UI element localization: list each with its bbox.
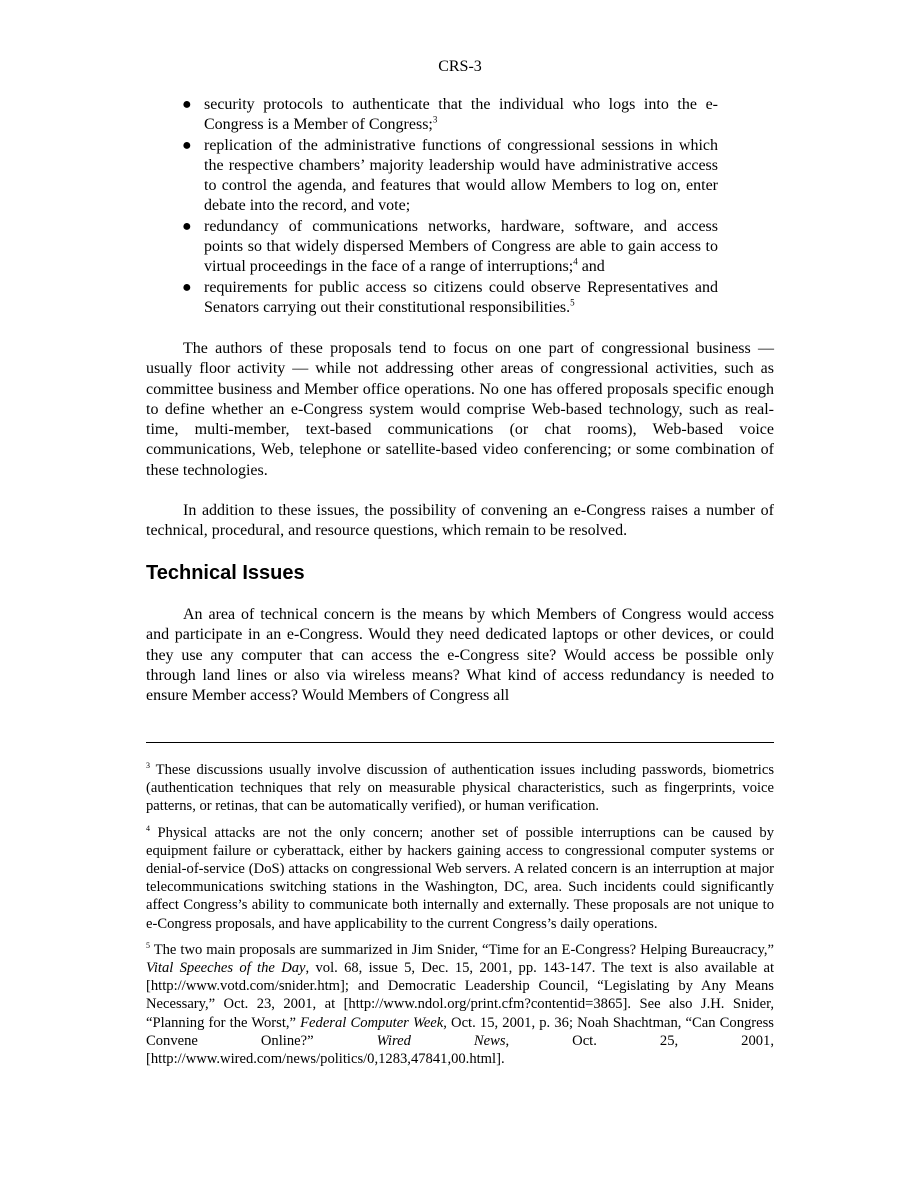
- footnotes: [146, 761, 774, 1076]
- footnote-4: [146, 824, 774, 933]
- publication-title: Federal Computer Week: [300, 1014, 444, 1031]
- list-item-text-tail: and: [577, 258, 605, 276]
- section-heading: Technical Issues: [146, 562, 305, 584]
- footnote-divider: [146, 742, 774, 743]
- bullet-icon: ●: [182, 278, 192, 296]
- list-item: [178, 136, 718, 217]
- body-paragraph: The authors of these proposals tend to focus on one part of congressional business — usually floor activity — while not addressing other areas of congressional activities, such as committee business and Member office operations. No one has offered proposals specific enough to define whether an e-Congress system would comprise Web-based technology, such as real-time, multi-member, text-based communications (or chat rooms), Web-based voice communications, Web, telephone or satellite-based video conferencing; or some combination of these technologies.: [146, 340, 774, 479]
- body-paragraph: An area of technical concern is the means by which Members of Congress would access and participate in an e-Congress. Would they need dedicated laptops or other devices, or could they use any computer that can access the e-Congress site? Would access be possible only through land lines or also via wireless means? What kind of access redundancy is needed to ensure Member access? Would Members of Congress all: [146, 606, 774, 705]
- footnote-3: [146, 761, 774, 816]
- page-number: CRS-3: [438, 58, 482, 75]
- footnote-number: 5: [146, 940, 150, 950]
- bullet-icon: ●: [182, 96, 192, 113]
- list-item-text: replication of the administrative functions of congressional sessions in which the respective chambers’ majority leadership would have administrative access to control the agenda, and features that would allow Members to log on, enter debate into the record, and vote;: [204, 136, 718, 215]
- footnote-ref[interactable]: 4: [573, 257, 578, 268]
- list-item: [178, 217, 718, 278]
- publication-title: Wired News: [376, 1032, 506, 1049]
- footnote-text: Physical attacks are not the only concern; another set of possible interruptions can be caused by equipment failure or cyberattack, either by hackers gaining access to congressional computer systems or denial-of-service (DoS) attacks on congressional Web servers. A related concern is an interruption at major telecommunications switching stations in the Washington, DC, area. Such incidents could significantly affect Congress’s ability to communicate both internally and externally. These proposals are not unique to e-Congress proposals, and have applicability to the current Congress’s daily operations.: [146, 824, 774, 932]
- bullet-icon: ●: [182, 217, 192, 235]
- footnote-number: 3: [146, 761, 150, 771]
- footnote-text: , Oct. 15, 2001, p. 36; Noah Shachtman, “Can Congress Convene Online?”: [146, 1014, 774, 1049]
- bullet-list: [178, 95, 718, 318]
- list-item: [178, 278, 718, 319]
- body-paragraph: In addition to these issues, the possibility of convening an e-Congress raises a number of technical, procedural, and resource questions, which remain to be resolved.: [146, 502, 774, 540]
- footnote-text: The two main proposals are summarized in Jim Snider, “Time for an E-Congress? Helping Bureaucracy,”: [150, 941, 774, 958]
- list-item: [178, 95, 718, 136]
- list-item-text: requirements for public access so citizens could observe Representatives and Senators carrying out their constitutional responsibilities.: [204, 278, 718, 316]
- footnote-5: [146, 941, 774, 1068]
- footnote-text: These discussions usually involve discussion of authentication issues including passwords, biometrics (authentication techniques that rely on measurable physical characteristics, such as fingerprints, voice patterns, or retinas, that can be automatically verified), or human verification.: [146, 762, 774, 815]
- footnote-number: 4: [146, 823, 150, 833]
- list-item-text: security protocols to authenticate that the individual who logs into the e-Congress is a Member of Congress;: [204, 96, 718, 134]
- footnote-text: , vol. 68, issue 5, Dec. 15, 2001, pp. 143-147. The text is also available at [http://www.votd.com/snider.htm]; and Democratic Leadership Council, “Legislating by Any Means Necessary,” Oct. 23, 2001, at [http://www.ndol.org/print.cfm?contentid=3865]. See also J.H. Snider, “Planning for the Worst,”: [146, 960, 774, 1031]
- list-item-text: redundancy of communications networks, hardware, software, and access points so that widely dispersed Members of Congress are able to gain access to virtual proceedings in the face of a range of interruptions;: [204, 217, 718, 276]
- footnote-text: , Oct. 25, 2001, [http://www.wired.com/news/politics/0,1283,47841,00.html].: [146, 1032, 774, 1068]
- footnote-ref[interactable]: 5: [570, 297, 575, 308]
- footnote-ref[interactable]: 3: [432, 114, 438, 125]
- publication-title: Vital Speeches of the Day: [146, 960, 306, 977]
- bullet-icon: ●: [182, 136, 192, 154]
